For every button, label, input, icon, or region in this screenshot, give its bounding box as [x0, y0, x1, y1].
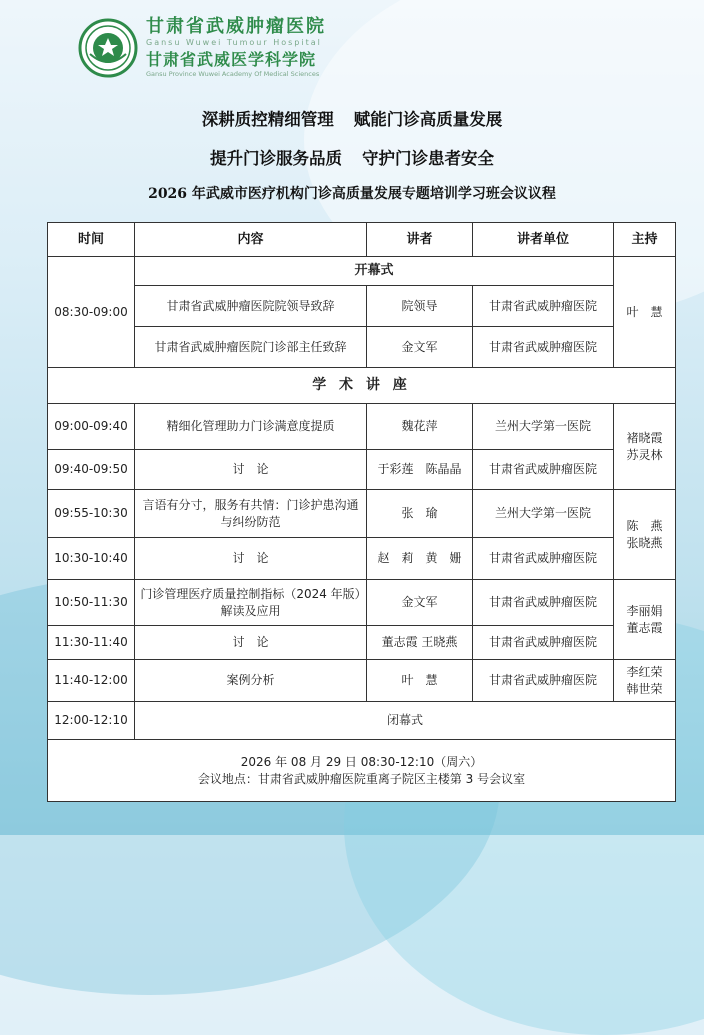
cell-speaker: 金文军 — [367, 327, 473, 368]
cell-unit: 甘肃省武威肿瘤医院 — [473, 286, 614, 327]
cell-time: 09:55-10:30 — [48, 490, 135, 538]
table-row — [48, 450, 676, 490]
lecture-section-label: 学 术 讲 座 — [48, 368, 676, 404]
slogan-1a: 深耕质控精细管理 — [201, 110, 334, 129]
cell-speaker: 金文军 — [367, 580, 473, 626]
table-header-row — [48, 223, 676, 257]
opening-host: 叶 慧 — [614, 257, 676, 368]
meeting-location: 会议地点：甘肃省武威肿瘤医院重离子院区主楼第 3 号会议室 — [197, 771, 526, 786]
table-row — [48, 327, 676, 368]
slogan-line-1 — [0, 106, 704, 130]
table-row — [48, 660, 676, 702]
table-row — [48, 626, 676, 660]
cell-content: 言语有分寸，服务有共情：门诊护患沟通与纠纷防范 — [135, 490, 367, 538]
cell-speaker: 于彩莲 陈晶晶 — [367, 450, 473, 490]
slogan-2a: 提升门诊服务品质 — [210, 149, 342, 168]
table-row — [48, 257, 676, 286]
slogan-2b: 守护门诊患者安全 — [362, 149, 494, 168]
hospital-emblem-icon — [78, 18, 138, 78]
header-speaker: 讲者 — [367, 223, 473, 257]
closing-time: 12:00-12:10 — [48, 702, 135, 740]
cell-time: 11:40-12:00 — [48, 660, 135, 702]
hospital-header — [78, 18, 326, 78]
cell-unit: 甘肃省武威肿瘤医院 — [473, 660, 614, 702]
cell-time: 10:50-11:30 — [48, 580, 135, 626]
table-row — [48, 404, 676, 450]
cell-content: 甘肃省武威肿瘤医院院领导致辞 — [135, 286, 367, 327]
header-unit: 讲者单位 — [473, 223, 614, 257]
opening-time: 08:30-09:00 — [48, 257, 135, 368]
cell-content: 甘肃省武威肿瘤医院门诊部主任致辞 — [135, 327, 367, 368]
cell-speaker: 叶 慧 — [367, 660, 473, 702]
meeting-datetime: 2026 年 08 月 29 日 08:30-12:10（周六） — [240, 755, 483, 770]
hospital-name: 甘肃省武威肿瘤医院 — [146, 16, 326, 38]
cell-speaker: 院领导 — [367, 286, 473, 327]
cell-content: 讨 论 — [135, 450, 367, 490]
hospital-name-en: Gansu Wuwei Tumour Hospital — [146, 38, 322, 48]
cell-unit: 甘肃省武威肿瘤医院 — [473, 450, 614, 490]
cell-unit: 甘肃省武威肿瘤医院 — [473, 580, 614, 626]
meeting-info — [48, 740, 676, 802]
cell-time: 09:00-09:40 — [48, 404, 135, 450]
slogan-line-2 — [0, 145, 704, 169]
agenda-title: 2026 年武威市医疗机构门诊高质量发展专题培训学习班会议议程 — [148, 186, 556, 202]
cell-content: 案例分析 — [135, 660, 367, 702]
cell-host: 李红荣 韩世荣 — [614, 660, 676, 702]
cell-unit: 兰州大学第一医院 — [473, 404, 614, 450]
cell-speaker: 魏花萍 — [367, 404, 473, 450]
header-content: 内容 — [135, 223, 367, 257]
header-time: 时间 — [48, 223, 135, 257]
academy-name-en: Gansu Province Wuwei Academy Of Medical Sciences — [146, 70, 320, 79]
cell-host: 陈 燕 张晓燕 — [614, 490, 676, 580]
table-row — [48, 286, 676, 327]
cell-unit: 甘肃省武威肿瘤医院 — [473, 626, 614, 660]
cell-speaker: 张 瑜 — [367, 490, 473, 538]
opening-label: 开幕式 — [135, 257, 614, 286]
cell-unit: 兰州大学第一医院 — [473, 490, 614, 538]
cell-host: 褚晓霞 苏灵林 — [614, 404, 676, 490]
cell-unit: 甘肃省武威肿瘤医院 — [473, 538, 614, 580]
section-row — [48, 368, 676, 404]
footer-row — [48, 740, 676, 802]
table-row — [48, 702, 676, 740]
table-row — [48, 580, 676, 626]
cell-time: 09:40-09:50 — [48, 450, 135, 490]
cell-content: 讨 论 — [135, 626, 367, 660]
cell-unit: 甘肃省武威肿瘤医院 — [473, 327, 614, 368]
slogan-1b: 赋能门诊高质量发展 — [353, 110, 503, 129]
cell-speaker: 董志霞 王晓燕 — [367, 626, 473, 660]
cell-content: 精细化管理助力门诊满意度提质 — [135, 404, 367, 450]
cell-time: 11:30-11:40 — [48, 626, 135, 660]
table-row — [48, 538, 676, 580]
closing-label: 闭幕式 — [135, 702, 676, 740]
academy-name: 甘肃省武威医学科学院 — [146, 50, 317, 70]
agenda-table — [47, 222, 676, 802]
cell-speaker: 赵 莉 黄 姗 — [367, 538, 473, 580]
cell-host: 李丽娟 董志霞 — [614, 580, 676, 660]
table-row — [48, 490, 676, 538]
cell-time: 10:30-10:40 — [48, 538, 135, 580]
header-host: 主持 — [614, 223, 676, 257]
cell-content: 门诊管理医疗质量控制指标（2024 年版）解读及应用 — [135, 580, 367, 626]
cell-content: 讨 论 — [135, 538, 367, 580]
